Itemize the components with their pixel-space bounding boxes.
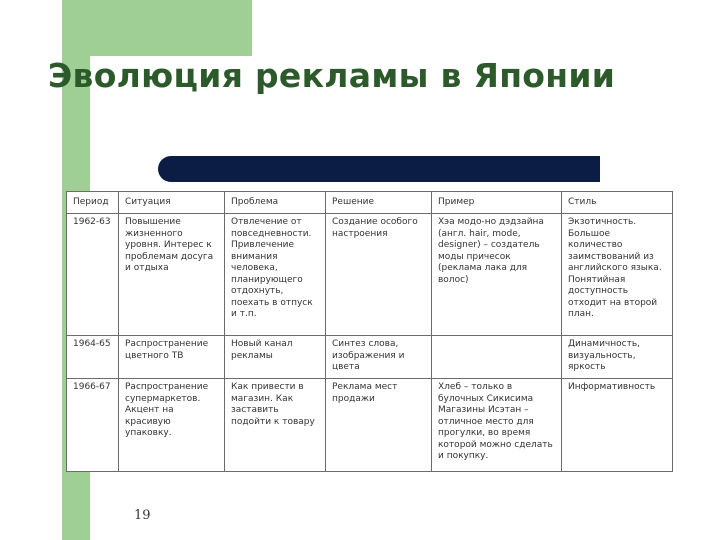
cell-period: 1966-67 — [67, 379, 119, 472]
slide-title: Эволюция рекламы в Японии — [48, 56, 616, 95]
cell-example: Хлеб – только в булочных Сикисима Магазины Исэтан – отличное место для прогулки, во время которой можно сделать и покупку. — [432, 379, 562, 472]
decorative-navy-bar — [158, 156, 600, 182]
cell-problem: Новый канал рекламы — [225, 336, 326, 379]
cell-solution: Синтез слова, изображения и цвета — [326, 336, 432, 379]
header-situation: Ситуация — [119, 192, 225, 214]
cell-period: 1964-65 — [67, 336, 119, 379]
cell-style: Экзотичность. Большое количество заимствований из английского языка. Понятийная доступность отходит на второй план. — [562, 214, 673, 336]
cell-problem: Как привести в магазин. Как заставить подойти к товару — [225, 379, 326, 472]
table-row — [67, 214, 673, 336]
cell-situation: Распространение цветного ТВ — [119, 336, 225, 379]
header-period: Период — [67, 192, 119, 214]
cell-style: Динамичность, визуальность, яркость — [562, 336, 673, 379]
cell-solution: Реклама мест продажи — [326, 379, 432, 472]
decorative-green-block — [62, 0, 252, 56]
advertising-evolution-table — [66, 191, 673, 472]
table-row — [67, 379, 673, 472]
page-number: 19 — [134, 508, 151, 523]
header-problem: Проблема — [225, 192, 326, 214]
cell-situation: Распространение супермаркетов. Акцент на красивую упаковку. — [119, 379, 225, 472]
cell-situation: Повышение жизненного уровня. Интерес к проблемам досуга и отдыха — [119, 214, 225, 336]
header-example: Пример — [432, 192, 562, 214]
table-header-row — [67, 192, 673, 214]
cell-style: Информативность — [562, 379, 673, 472]
header-style: Стиль — [562, 192, 673, 214]
table-row — [67, 336, 673, 379]
cell-solution: Создание особого настроения — [326, 214, 432, 336]
cell-example: Хэа модо-но дэдзайна (англ. hair, mode, designer) – создатель моды причесок (реклама лака для волос) — [432, 214, 562, 336]
header-solution: Решение — [326, 192, 432, 214]
cell-period: 1962-63 — [67, 214, 119, 336]
cell-problem: Отвлечение от повседневности. Привлечение внимания человека, планирующего отдохнуть, поехать в отпуск и т.п. — [225, 214, 326, 336]
cell-example — [432, 336, 562, 379]
